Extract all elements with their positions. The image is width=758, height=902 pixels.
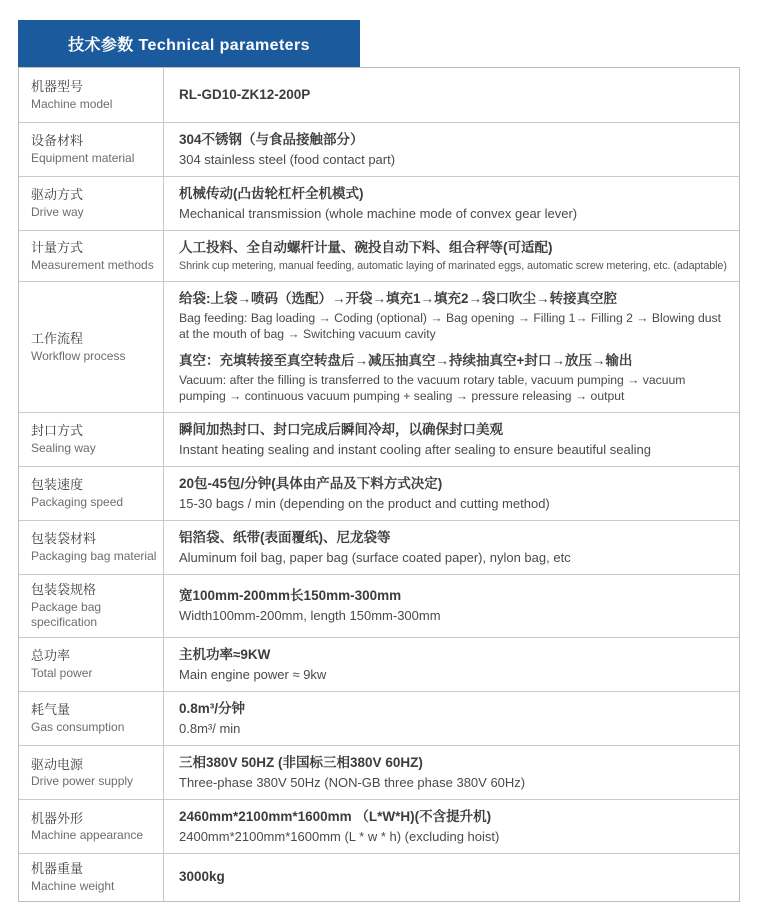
row-value	[164, 692, 739, 745]
row-value-zh2: 真空：充填转接至真空转盘后→减压抽真空→持续抽真空+封口→放压→输出	[179, 353, 633, 369]
row-value-zh: 瞬间加热封口、封口完成后瞬间冷却，以确保封口美观	[179, 421, 503, 437]
row-label-zh: 包装袋规格	[31, 581, 97, 597]
row-label-en: Packaging bag material	[31, 549, 157, 564]
row-label	[19, 746, 164, 799]
row-label-en: Drive way	[31, 205, 84, 220]
row-label	[19, 800, 164, 853]
row-label	[19, 68, 164, 122]
row-label-en: Workflow process	[31, 348, 126, 363]
row-label-zh: 设备材料	[31, 133, 84, 149]
row-label-zh: 工作流程	[31, 330, 84, 346]
row-label	[19, 231, 164, 281]
row-value-en: Main engine power ≈ 9kw	[179, 666, 327, 682]
row-label-zh: 包装速度	[31, 477, 84, 493]
row-label	[19, 467, 164, 520]
row-label-en: Drive power supply	[31, 774, 134, 789]
row-value-en: 0.8m³/ min	[179, 721, 241, 737]
row-value-zh: 给袋:上袋→喷码（选配）→开袋→填充1→填充2→袋口吹尘→转接真空腔	[179, 291, 618, 307]
row-label	[19, 854, 164, 900]
row-label-en: Measurement methods	[31, 257, 154, 272]
row-label-en: Package bag specification	[31, 599, 102, 630]
row-value-en2: Vacuum: after the filling is transferred to the vacuum rotary table, vacuum pumping → vacuum pumping → continuous vacuum pumping + sealing → pressure releasing → output	[179, 372, 686, 404]
section-title-banner	[18, 20, 360, 67]
section-title: 技术参数 Technical parameters	[68, 37, 310, 54]
row-label	[19, 575, 164, 637]
table-row-drive-way	[19, 177, 739, 231]
row-label-zh: 封口方式	[31, 422, 84, 438]
row-value	[164, 177, 739, 230]
row-value	[164, 800, 739, 853]
row-label-en: Machine weight	[31, 879, 115, 894]
workflow-vacuum-group	[179, 351, 729, 404]
row-value-en: 15-30 bags / min (depending on the product and cutting method)	[179, 495, 550, 511]
row-value-en: Mechanical transmission (whole machine mode of convex gear lever)	[179, 206, 578, 222]
row-label-en: Packaging speed	[31, 494, 124, 509]
row-value-zh: 主机功率≈9KW	[179, 646, 271, 662]
row-label-zh: 机器重量	[31, 861, 84, 877]
row-label-zh: 驱动电源	[31, 756, 84, 772]
row-label-zh: 包装袋材料	[31, 531, 97, 547]
row-value	[164, 521, 739, 574]
row-value	[164, 746, 739, 799]
row-label-en: Equipment material	[31, 151, 135, 166]
row-label-en: Sealing way	[31, 440, 96, 455]
table-row-package-bag-specification	[19, 575, 739, 638]
row-value-zh: 三相380V 50HZ (非国标三相380V 60HZ)	[179, 755, 423, 771]
row-label-zh: 驱动方式	[31, 187, 84, 203]
table-row-packaging-bag-material	[19, 521, 739, 575]
row-value-en: Shrink cup metering, manual feeding, automatic laying of marinated eggs, automatic screw metering, etc. (adaptable)	[179, 260, 727, 273]
table-row-machine-weight	[19, 854, 739, 900]
row-label-zh: 耗气量	[31, 702, 71, 718]
table-row-packaging-speed	[19, 467, 739, 521]
row-label-zh: 总功率	[31, 648, 71, 664]
table-row-machine-appearance	[19, 800, 739, 854]
table-row-gas-consumption	[19, 692, 739, 746]
parameters-table	[18, 67, 740, 902]
row-label	[19, 692, 164, 745]
table-row-total-power	[19, 638, 739, 692]
row-label	[19, 413, 164, 466]
row-value	[164, 78, 739, 113]
row-value-en: Instant heating sealing and instant cooling after sealing to ensure beautiful sealing	[179, 441, 651, 457]
row-value	[164, 231, 739, 281]
row-value	[164, 413, 739, 466]
row-label-en: Machine model	[31, 96, 113, 111]
row-label-en: Total power	[31, 666, 93, 681]
row-label	[19, 521, 164, 574]
row-value-zh: 304不锈钢（与食品接触部分）	[179, 132, 364, 147]
row-value-zh: 人工投料、全自动螺杆计量、碗投自动下料、组合秤等(可适配)	[179, 240, 553, 256]
row-value-en: Width100mm-200mm, length 150mm-300mm	[179, 608, 441, 624]
table-row-workflow-process	[19, 282, 739, 412]
row-value-en: Bag feeding: Bag loading → Coding (optional) → Bag opening → Filling 1→ Filling 2 → Blowing dust at the mouth of bag → Switching vacuum cavity	[179, 310, 721, 341]
row-label-en: Machine appearance	[31, 828, 144, 843]
row-label	[19, 638, 164, 691]
row-label	[19, 123, 164, 176]
row-value-zh: 机械传动(凸齿轮杠杆全机模式)	[179, 186, 364, 202]
row-value-zh: 宽100mm-200mm长150mm-300mm	[179, 588, 402, 604]
row-value	[164, 282, 739, 411]
row-label-zh: 机器型号	[31, 78, 84, 94]
row-value-zh: RL-GD10-ZK12-200P	[179, 86, 311, 102]
row-label-en: Gas consumption	[31, 720, 125, 735]
row-value	[164, 467, 739, 520]
table-row-drive-power-supply	[19, 746, 739, 800]
row-value-zh: 20包-45包/分钟(具体由产品及下料方式决定)	[179, 475, 443, 491]
row-value-en: Aluminum foil bag, paper bag (surface coated paper), nylon bag, etc	[179, 549, 571, 565]
table-row-machine-model	[19, 68, 739, 123]
row-value-en: 304 stainless steel (food contact part)	[179, 151, 396, 167]
row-value	[164, 638, 739, 691]
row-label-zh: 计量方式	[31, 240, 84, 256]
workflow-bag-feeding-group	[179, 289, 729, 342]
table-row-measurement-methods	[19, 231, 739, 282]
row-label	[19, 177, 164, 230]
table-row-sealing-way	[19, 413, 739, 467]
row-label-zh: 机器外形	[31, 810, 84, 826]
row-value-en: 2400mm*2100mm*1600mm (L * w * h) (excluding hoist)	[179, 829, 500, 845]
row-value	[164, 123, 739, 176]
row-value-zh: 0.8m³/分钟	[179, 701, 246, 717]
row-value-zh: 2460mm*2100mm*1600mm （L*W*H)(不含提升机)	[179, 809, 492, 825]
row-value	[164, 860, 739, 895]
row-value-zh: 3000kg	[179, 869, 225, 885]
row-label	[19, 282, 164, 411]
row-value-zh: 铝箔袋、纸带(表面覆纸)、尼龙袋等	[179, 529, 391, 545]
row-value	[164, 579, 739, 632]
row-value-en: Three-phase 380V 50Hz (NON-GB three phase 380V 60Hz)	[179, 775, 526, 791]
table-row-equipment-material	[19, 123, 739, 177]
